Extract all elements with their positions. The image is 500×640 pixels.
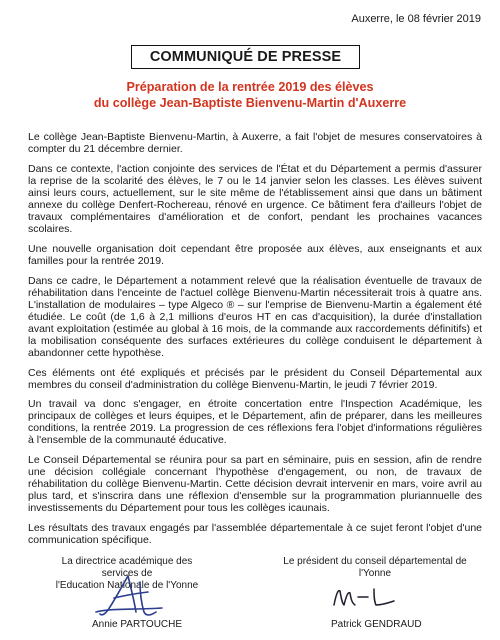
body-text xyxy=(28,131,482,554)
paragraph-5: Ces éléments ont été expliqués et précisés par le président du Conseil Départemental aux membres du conseil d'administration du collège Bienvenu-Martin, le jeudi 7 février 2019. xyxy=(28,366,482,391)
subtitle xyxy=(60,80,440,111)
paragraph-8: Les résultats des travaux engagés par l'assemblée départementale à ce sujet feront l'objet d'une communication spécifique. xyxy=(28,522,482,547)
signatory-name-right: Patrick GENDRAUD xyxy=(331,619,422,630)
paragraph-7: Le Conseil Départemental se réunira pour sa part en séminaire, puis en session, afin de rendre une décision collégiale concernant l'hypothèse d'engagement, ou non, de travaux de réhabilitation du collège Bienvenu-Martin. Cette décision devrait intervenir en mars, voire avril au plus tard, et s'inscrira dans une réflexion d'ensemble sur la programmation pluriannuelle des investissements du Département pour tous les collèges icaunais. xyxy=(28,454,482,515)
subtitle-line-1: Préparation de la rentrée 2019 des élèves xyxy=(126,80,374,94)
subtitle-line-2: du collège Jean-Baptiste Bienvenu-Martin d'Auxerre xyxy=(93,95,407,110)
paragraph-6: Un travail va donc s'engager, en étroite concertation entre l'Inspection Académique, les principaux de collèges et leurs équipes, et le Département, afin de préparer, dans les meilleures conditions, la rentrée 2019. La progression de ces réflexions fera l'objet d'informations régulières à l'ensemble de la communauté éducative. xyxy=(28,398,482,447)
paragraph-4: Dans ce cadre, le Département a notamment relevé que la réalisation éventuelle de travaux de réhabilitation dans l'enceinte de l'actuel collège Bienvenu-Martin nécessiterait trois à quatre ans. L'installation de modulaires – type Algeco ® – sur l'emprise de Bienvenu-Martin a également été étudiée. Le coût (de 1,6 à 2,1 millions d'euros HT en cas d'acquisition), la durée d'installation avant exploitation (estimée au global à 16 mois, de la commande aux raccordements définitifs) et la mobilisation conséquente des surfaces extérieures du collège conduisent le département à abandonner cette hypothèse. xyxy=(28,274,482,359)
paragraph-2: Dans ce contexte, l'action conjointe des services de l'État et du Département a permis d'assurer la reprise de la scolarité des élèves, le 7 ou le 14 janvier selon les classes. Les élèves suivent ainsi leurs cours, actuellement, sur le site même de l'établissement ainsi que dans un bâtiment annexe du collège Denfert-Rochereau, rénové en urgence. Ce bâtiment fera d'ailleurs l'objet de travaux complémentaires d'amélioration et de confort, pendant les prochaines vacances scolaires. xyxy=(28,162,482,235)
signatory-role-left-line-1: La directrice académique des services de xyxy=(61,556,193,579)
signatory-role-right-line-2: l'Yonne xyxy=(358,568,392,579)
signatory-role-right-line-1: Le président du conseil départemental de xyxy=(283,556,467,567)
handwritten-signature-left xyxy=(90,572,170,620)
handwritten-signature-right xyxy=(330,583,400,613)
signatory-role-left-line-2: l'Education Nationale de l'Yonne xyxy=(55,580,199,591)
document-title: COMMUNIQUÉ DE PRESSE xyxy=(131,45,360,69)
paragraph-3: Une nouvelle organisation doit cependant être proposée aux élèves, aux enseignants et aux familles pour la rentrée 2019. xyxy=(28,242,482,267)
paragraph-1: Le collège Jean-Baptiste Bienvenu-Martin, à Auxerre, a fait l'objet de mesures conservatoires à compter du 21 décembre dernier. xyxy=(28,131,482,155)
signature-block-right xyxy=(280,556,470,580)
release-date: Auxerre, le 08 février 2019 xyxy=(351,13,481,25)
signatory-name-left: Annie PARTOUCHE xyxy=(92,619,183,630)
